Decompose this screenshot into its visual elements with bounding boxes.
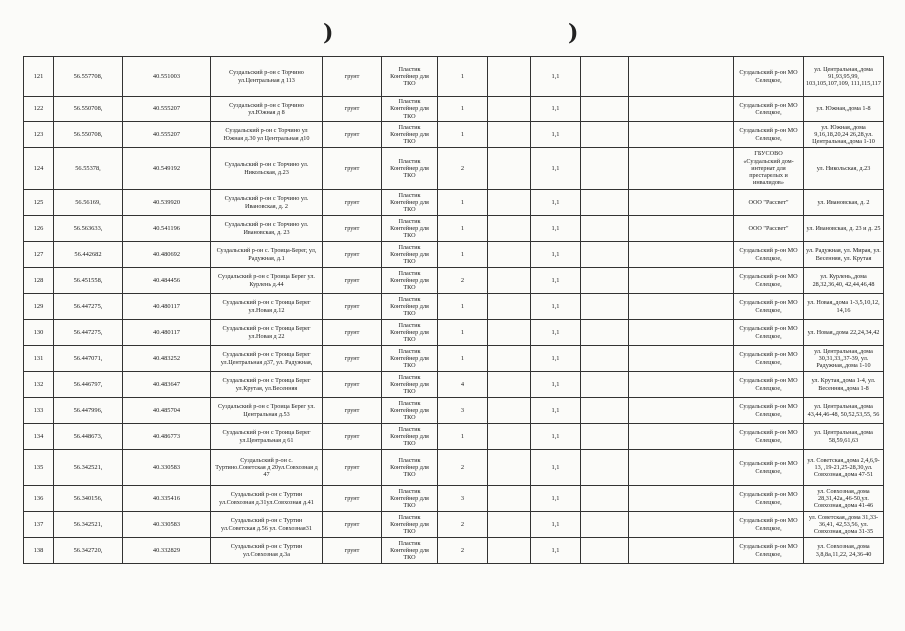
cell-served-addresses: ул. Центральная,,дома 91,93,95,99, 103,105,107,109, 111,115,117: [804, 57, 884, 97]
cell-longitude: 40.330583: [123, 450, 211, 486]
cell-container-type: Пластик Контейнер для ТКО: [382, 424, 438, 450]
cell-surface: грунт: [323, 268, 382, 294]
cell-latitude: 56.55378,: [54, 148, 123, 190]
cell-longitude: 40.549192: [123, 148, 211, 190]
cell-empty: [581, 122, 629, 148]
cell-empty: [488, 242, 531, 268]
table-row: [24, 190, 884, 216]
cell-row-number: 135: [24, 450, 54, 486]
cell-container-type: Пластик Контейнер для ТКО: [382, 268, 438, 294]
cell-container-volume: 1,1: [531, 486, 581, 512]
cell-row-number: 137: [24, 512, 54, 538]
cell-owner: Суздальский р-он МО Селецкое,: [734, 372, 804, 398]
cell-container-count: 1: [438, 424, 488, 450]
cell-empty: [629, 538, 734, 564]
cell-latitude: 56.557708,: [54, 57, 123, 97]
cell-container-type: Пластик Контейнер для ТКО: [382, 148, 438, 190]
cell-address: Суздальский р-он с Торчино ул Южная д.30 ул Центральная д10: [211, 122, 323, 148]
cell-container-volume: 1,1: [531, 538, 581, 564]
cell-longitude: 40.330583: [123, 512, 211, 538]
cell-empty: [581, 450, 629, 486]
table-row: [24, 216, 884, 242]
waste-sites-table: [23, 56, 884, 564]
cell-owner: Суздальский р-он МО Селецкое,: [734, 346, 804, 372]
cell-container-count: 1: [438, 122, 488, 148]
cell-owner: Суздальский р-он МО Селецкое,: [734, 424, 804, 450]
cell-container-type: Пластик Контейнер для ТКО: [382, 486, 438, 512]
cell-owner: ГБУСОВО «Суздальский дом-интернат для престарелых и инвалидов»: [734, 148, 804, 190]
cell-address: Суздальский р-он с. Туртино.Советская д 20ул.Совхозная д 47: [211, 450, 323, 486]
cell-empty: [629, 190, 734, 216]
cell-served-addresses: ул. Новая,,дома 1-3,5,10,12, 14,16: [804, 294, 884, 320]
table-row: [24, 320, 884, 346]
cell-empty: [488, 512, 531, 538]
table-row: [24, 424, 884, 450]
cell-address: Суздальский р-он с Туртин ул.Совхозная д.31ул.Совхозная д.41: [211, 486, 323, 512]
cell-empty: [629, 216, 734, 242]
cell-container-type: Пластик Контейнер для ТКО: [382, 122, 438, 148]
cell-address: Суздальский р-он с Торчино ул. Ивановская, д. 23: [211, 216, 323, 242]
cell-row-number: 127: [24, 242, 54, 268]
table-row: [24, 346, 884, 372]
cell-address: Суздальский р-он с Троица Берег ул. Курлень д.44: [211, 268, 323, 294]
cell-served-addresses: ул. Ивановская, д. 2: [804, 190, 884, 216]
cell-latitude: 56.56169,: [54, 190, 123, 216]
binding-hole-mark-right: ): [568, 20, 579, 46]
cell-row-number: 124: [24, 148, 54, 190]
cell-served-addresses: ул. Ивановская, д. 23 и д. 25: [804, 216, 884, 242]
cell-owner: Суздальский р-он МО Селецкое,: [734, 242, 804, 268]
cell-row-number: 125: [24, 190, 54, 216]
cell-row-number: 121: [24, 57, 54, 97]
cell-container-type: Пластик Контейнер для ТКО: [382, 97, 438, 122]
cell-address: Суздальский р-он с Торчино ул.Центральная д 113: [211, 57, 323, 97]
cell-container-volume: 1,1: [531, 242, 581, 268]
cell-owner: Суздальский р-он МО Селецкое,: [734, 398, 804, 424]
cell-address: Суздальский р-он с Троица Берег ул.Новая д 22: [211, 320, 323, 346]
cell-empty: [581, 242, 629, 268]
cell-empty: [581, 148, 629, 190]
cell-owner: Суздальский р-он МО Селецкое,: [734, 268, 804, 294]
cell-container-count: 2: [438, 268, 488, 294]
cell-container-count: 1: [438, 320, 488, 346]
table-row: [24, 372, 884, 398]
cell-container-volume: 1,1: [531, 372, 581, 398]
cell-longitude: 40.480692: [123, 242, 211, 268]
cell-container-volume: 1,1: [531, 320, 581, 346]
table-row: [24, 398, 884, 424]
cell-row-number: 128: [24, 268, 54, 294]
cell-surface: грунт: [323, 398, 382, 424]
table-row: [24, 122, 884, 148]
cell-latitude: 56.342720,: [54, 538, 123, 564]
cell-container-count: 1: [438, 190, 488, 216]
cell-longitude: 40.541196: [123, 216, 211, 242]
cell-empty: [629, 320, 734, 346]
cell-longitude: 40.332829: [123, 538, 211, 564]
cell-row-number: 130: [24, 320, 54, 346]
cell-container-volume: 1,1: [531, 122, 581, 148]
cell-address: Суздальский р-он с Троица Берег ул.Крутая, ул.Весенняя: [211, 372, 323, 398]
cell-served-addresses: ул. Новая,,дома 22,24,34,42: [804, 320, 884, 346]
cell-owner: Суздальский р-он МО Селецкое,: [734, 97, 804, 122]
cell-surface: грунт: [323, 486, 382, 512]
cell-surface: грунт: [323, 242, 382, 268]
table-body: [24, 57, 884, 564]
cell-empty: [629, 512, 734, 538]
cell-empty: [488, 486, 531, 512]
cell-container-volume: 1,1: [531, 268, 581, 294]
cell-longitude: 40.484456: [123, 268, 211, 294]
cell-surface: грунт: [323, 57, 382, 97]
cell-longitude: 40.551003: [123, 57, 211, 97]
cell-container-count: 3: [438, 398, 488, 424]
cell-surface: грунт: [323, 216, 382, 242]
cell-container-type: Пластик Контейнер для ТКО: [382, 450, 438, 486]
cell-empty: [581, 268, 629, 294]
cell-address: Суздальский р-он с Троица Берег ул.Центральная д37, ул. Радужная,: [211, 346, 323, 372]
table-row: [24, 512, 884, 538]
cell-empty: [581, 320, 629, 346]
cell-owner: Суздальский р-он МО Селецкое,: [734, 512, 804, 538]
cell-empty: [629, 97, 734, 122]
cell-address: Суздальский р-он с Торчино ул. Ивановская, д. 2: [211, 190, 323, 216]
cell-latitude: 56.442682: [54, 242, 123, 268]
cell-latitude: 56.342521,: [54, 512, 123, 538]
cell-latitude: 56.451558,: [54, 268, 123, 294]
cell-container-count: 3: [438, 486, 488, 512]
cell-address: Суздальский р-он с Туртин ул.Советская д.56 ул. Совхозная31: [211, 512, 323, 538]
cell-row-number: 126: [24, 216, 54, 242]
cell-container-count: 1: [438, 97, 488, 122]
cell-empty: [629, 242, 734, 268]
cell-owner: ООО "Рассвет": [734, 216, 804, 242]
cell-empty: [629, 346, 734, 372]
cell-row-number: 136: [24, 486, 54, 512]
cell-container-type: Пластик Контейнер для ТКО: [382, 320, 438, 346]
cell-owner: ООО "Рассвет": [734, 190, 804, 216]
cell-longitude: 40.335416: [123, 486, 211, 512]
cell-latitude: 56.448673,: [54, 424, 123, 450]
cell-row-number: 133: [24, 398, 54, 424]
cell-empty: [629, 148, 734, 190]
cell-surface: грунт: [323, 190, 382, 216]
cell-empty: [581, 57, 629, 97]
cell-container-count: 2: [438, 148, 488, 190]
cell-empty: [581, 346, 629, 372]
cell-empty: [629, 268, 734, 294]
cell-surface: грунт: [323, 372, 382, 398]
cell-latitude: 56.447996,: [54, 398, 123, 424]
cell-container-type: Пластик Контейнер для ТКО: [382, 398, 438, 424]
cell-served-addresses: ул. Совхозная,,дома 28,31,42а,,46-50,ул. Совхозная,,дома 41-46: [804, 486, 884, 512]
cell-empty: [488, 424, 531, 450]
cell-empty: [581, 294, 629, 320]
cell-surface: грунт: [323, 538, 382, 564]
cell-empty: [629, 486, 734, 512]
cell-empty: [488, 190, 531, 216]
cell-longitude: 40.555207: [123, 122, 211, 148]
cell-latitude: 56.446797,: [54, 372, 123, 398]
cell-surface: грунт: [323, 450, 382, 486]
cell-empty: [488, 538, 531, 564]
cell-container-type: Пластик Контейнер для ТКО: [382, 216, 438, 242]
cell-empty: [629, 57, 734, 97]
cell-row-number: 132: [24, 372, 54, 398]
table-row: [24, 148, 884, 190]
cell-owner: Суздальский р-он МО Селецкое,: [734, 450, 804, 486]
cell-empty: [581, 372, 629, 398]
table-row: [24, 450, 884, 486]
cell-address: Суздальский р-он с. Троица-Берег, ул, Радужная, д.1: [211, 242, 323, 268]
cell-latitude: 56.550708,: [54, 97, 123, 122]
cell-surface: грунт: [323, 122, 382, 148]
table-row: [24, 294, 884, 320]
cell-empty: [488, 57, 531, 97]
cell-container-type: Пластик Контейнер для ТКО: [382, 346, 438, 372]
cell-container-volume: 1,1: [531, 97, 581, 122]
cell-empty: [488, 294, 531, 320]
cell-empty: [581, 190, 629, 216]
cell-address: Суздальский р-он с Троица Берег ул. Центральная д.53: [211, 398, 323, 424]
cell-container-type: Пластик Контейнер для ТКО: [382, 294, 438, 320]
cell-longitude: 40.483252: [123, 346, 211, 372]
cell-served-addresses: ул. Радужная, ул. Мирая, ул. Весенняя, ул. Крутая: [804, 242, 884, 268]
cell-served-addresses: ул. Совхозная,,дома 3,8,8а,11,22, 24,36-40: [804, 538, 884, 564]
cell-surface: грунт: [323, 346, 382, 372]
cell-surface: грунт: [323, 294, 382, 320]
cell-address: Суздальский р-он с Троица Берег ул.Новая д.12: [211, 294, 323, 320]
cell-served-addresses: ул. Центральная,,дома 30,31,33,,37-39, ул. Радужная,,дома 1-10: [804, 346, 884, 372]
cell-container-count: 2: [438, 450, 488, 486]
cell-container-count: 1: [438, 57, 488, 97]
cell-latitude: 56.447071,: [54, 346, 123, 372]
cell-empty: [581, 97, 629, 122]
cell-served-addresses: ул. Центральная,,дома 58,59,61,63: [804, 424, 884, 450]
cell-empty: [629, 398, 734, 424]
cell-served-addresses: ул. Крутая,,дома 1-4, ул. Весенняя,,дома 1-8: [804, 372, 884, 398]
cell-owner: Суздальский р-он МО Селецкое,: [734, 57, 804, 97]
cell-latitude: 56.447275,: [54, 320, 123, 346]
cell-served-addresses: ул. Советская,,дома 31,33-36,41, 42,53,56, ул. Совхозная,,дома 31-35: [804, 512, 884, 538]
table-row: [24, 486, 884, 512]
cell-longitude: 40.555207: [123, 97, 211, 122]
cell-empty: [488, 97, 531, 122]
cell-row-number: 123: [24, 122, 54, 148]
cell-container-count: 2: [438, 512, 488, 538]
cell-container-volume: 1,1: [531, 294, 581, 320]
cell-longitude: 40.485704: [123, 398, 211, 424]
cell-served-addresses: ул. Центральная,,дома 43,44,46-48, 50,52,53,55, 56: [804, 398, 884, 424]
cell-container-volume: 1,1: [531, 148, 581, 190]
cell-longitude: 40.483647: [123, 372, 211, 398]
cell-served-addresses: ул. Южная,,дома 9,16,18,20,24 26,28,ул. Центральная,,дома 1-10: [804, 122, 884, 148]
cell-latitude: 56.342521,: [54, 450, 123, 486]
cell-empty: [488, 346, 531, 372]
cell-container-volume: 1,1: [531, 57, 581, 97]
cell-container-count: 1: [438, 216, 488, 242]
cell-empty: [581, 398, 629, 424]
cell-surface: грунт: [323, 97, 382, 122]
cell-empty: [629, 372, 734, 398]
cell-empty: [488, 372, 531, 398]
cell-container-type: Пластик Контейнер для ТКО: [382, 512, 438, 538]
cell-surface: грунт: [323, 148, 382, 190]
cell-address: Суздальский р-он с Троица Берег ул.Центральная д 61: [211, 424, 323, 450]
cell-empty: [488, 450, 531, 486]
cell-row-number: 122: [24, 97, 54, 122]
cell-empty: [581, 216, 629, 242]
cell-container-type: Пластик Контейнер для ТКО: [382, 538, 438, 564]
cell-container-volume: 1,1: [531, 424, 581, 450]
cell-empty: [488, 122, 531, 148]
cell-served-addresses: ул. Южная,,дома 1-8: [804, 97, 884, 122]
cell-latitude: 56.340156,: [54, 486, 123, 512]
cell-container-type: Пластик Контейнер для ТКО: [382, 57, 438, 97]
cell-container-volume: 1,1: [531, 346, 581, 372]
table-row: [24, 268, 884, 294]
cell-empty: [488, 398, 531, 424]
table-row: [24, 538, 884, 564]
cell-row-number: 138: [24, 538, 54, 564]
cell-container-type: Пластик Контейнер для ТКО: [382, 242, 438, 268]
cell-container-count: 4: [438, 372, 488, 398]
cell-container-volume: 1,1: [531, 216, 581, 242]
cell-served-addresses: ул. Советская,,дома 2,4,6,9-13, ,19-21,25-28,30,ул. Совхозная,,дома 47-51: [804, 450, 884, 486]
cell-empty: [629, 450, 734, 486]
cell-latitude: 56.447275,: [54, 294, 123, 320]
cell-empty: [581, 512, 629, 538]
cell-empty: [629, 294, 734, 320]
cell-empty: [629, 424, 734, 450]
cell-latitude: 56.550708,: [54, 122, 123, 148]
cell-row-number: 131: [24, 346, 54, 372]
cell-empty: [488, 268, 531, 294]
cell-surface: грунт: [323, 512, 382, 538]
cell-container-volume: 1,1: [531, 512, 581, 538]
cell-container-count: 1: [438, 294, 488, 320]
table-row: [24, 57, 884, 97]
cell-address: Суздальский р-он с Торчино ул. Никольская, д.23: [211, 148, 323, 190]
cell-empty: [581, 486, 629, 512]
cell-container-count: 1: [438, 346, 488, 372]
cell-owner: Суздальский р-он МО Селецкое,: [734, 294, 804, 320]
cell-row-number: 129: [24, 294, 54, 320]
cell-surface: грунт: [323, 320, 382, 346]
cell-latitude: 56.563633,: [54, 216, 123, 242]
cell-served-addresses: ул. Курлень,,дома 28,32,36,40, 42,44,46,48: [804, 268, 884, 294]
cell-owner: Суздальский р-он МО Селецкое,: [734, 538, 804, 564]
cell-empty: [581, 538, 629, 564]
cell-longitude: 40.486773: [123, 424, 211, 450]
cell-container-volume: 1,1: [531, 398, 581, 424]
cell-address: Суздальский р-он с Торчино ул.Южная д 8: [211, 97, 323, 122]
table-row: [24, 97, 884, 122]
cell-container-volume: 1,1: [531, 450, 581, 486]
cell-served-addresses: ул. Никольская, д.23: [804, 148, 884, 190]
cell-empty: [581, 424, 629, 450]
cell-address: Суздальский р-он с Туртин ул.Совхозная д.3а: [211, 538, 323, 564]
cell-container-count: 2: [438, 538, 488, 564]
cell-owner: Суздальский р-он МО Селецкое,: [734, 486, 804, 512]
cell-longitude: 40.539920: [123, 190, 211, 216]
cell-empty: [488, 148, 531, 190]
cell-empty: [629, 122, 734, 148]
table-row: [24, 242, 884, 268]
cell-container-volume: 1,1: [531, 190, 581, 216]
cell-container-type: Пластик Контейнер для ТКО: [382, 190, 438, 216]
cell-owner: Суздальский р-он МО Селецкое,: [734, 320, 804, 346]
cell-container-count: 1: [438, 242, 488, 268]
cell-empty: [488, 216, 531, 242]
cell-longitude: 40.480117: [123, 320, 211, 346]
cell-empty: [488, 320, 531, 346]
cell-container-type: Пластик Контейнер для ТКО: [382, 372, 438, 398]
cell-longitude: 40.480117: [123, 294, 211, 320]
cell-owner: Суздальский р-он МО Селецкое,: [734, 122, 804, 148]
cell-row-number: 134: [24, 424, 54, 450]
cell-surface: грунт: [323, 424, 382, 450]
binding-hole-mark-left: ): [323, 20, 334, 46]
